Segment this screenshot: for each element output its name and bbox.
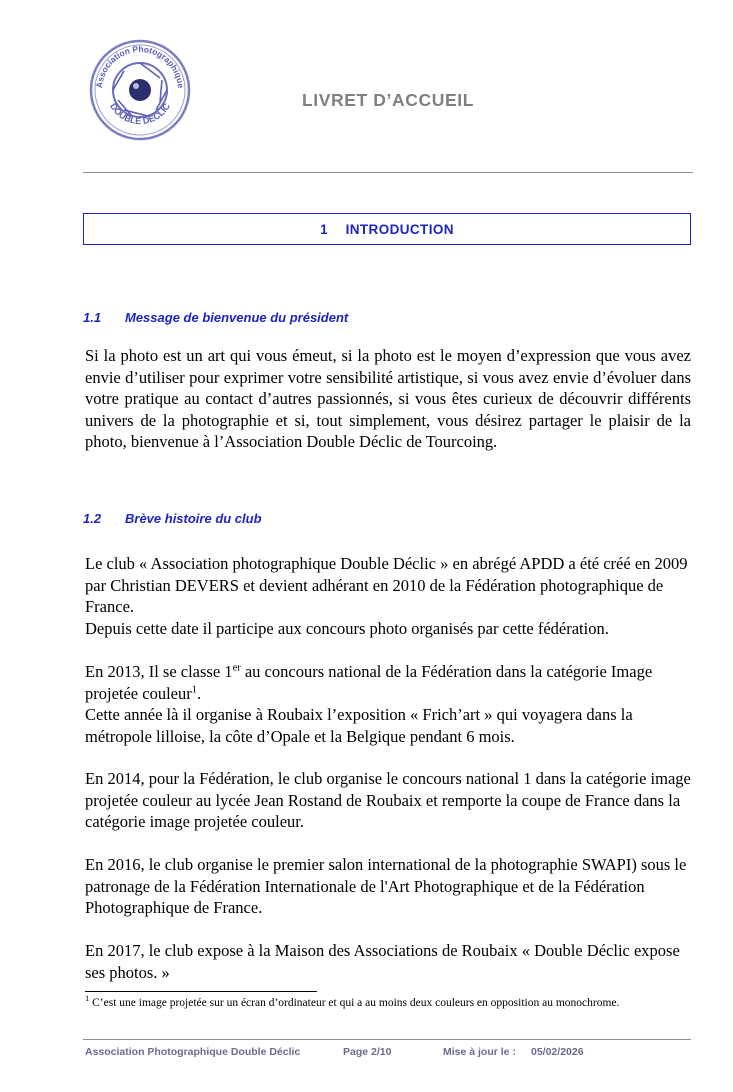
subsection-number: 1.1	[83, 310, 102, 325]
document-header	[83, 0, 693, 140]
footer-page-number: Page 2/10	[343, 1046, 392, 1058]
history-2-part-3: .	[196, 683, 202, 703]
page-title: LIVRET D’ACCUEIL	[302, 90, 474, 110]
paragraph-history-4: En 2016, le club organise le premier salon international de la photographie SWAPI) sous le patronage de la Fédération Internationale de l'Art Photographique et de la Fédération Photographique de France.	[85, 855, 687, 917]
section-title: INTRODUCTION	[345, 221, 454, 237]
subsection-heading-1-2	[83, 511, 262, 526]
history-2-part-1: En 2013, Il se classe 1	[85, 662, 233, 681]
history-1-line-2: Depuis cette date il participe aux concours photo organisés par cette fédération.	[85, 618, 609, 638]
svg-text:DOUBLE DECLIC: DOUBLE DECLIC	[108, 101, 172, 127]
history-1-line-1: Le club « Association photographique Double Déclic » en abrégé APDD a été créé en 2009 par Christian DEVERS et devient adhérant en 2010 de la Fédération photographique de France.	[85, 554, 688, 616]
section-heading-box	[83, 213, 691, 245]
footer-association: Association Photographique Double Déclic	[85, 1046, 301, 1058]
subsection-heading-1-1	[83, 310, 348, 325]
paragraph-history-2	[85, 661, 691, 747]
footnote-reference: 1	[191, 684, 197, 695]
footnote-divider	[85, 991, 317, 992]
footnote-text: C’est une image projetée sur un écran d’ordinateur et qui a au moins deux couleurs en opposition au monochrome.	[89, 997, 620, 1009]
footnote-marker: 1	[85, 993, 90, 1004]
footer-update-label: Mise à jour le :	[443, 1046, 516, 1058]
subsection-number: 1.2	[83, 511, 102, 526]
ordinal-suffix: er	[232, 662, 241, 674]
paragraph-history-5: En 2017, le club expose à la Maison des Associations de Roubaix « Double Déclic expose ses photos. »	[85, 941, 680, 982]
section-number: 1	[320, 221, 328, 237]
page-content	[83, 0, 693, 1092]
paragraph-history-3: En 2014, pour la Fédération, le club organise le concours national 1 dans la catégorie image projetée couleur au lycée Jean Rostand de Roubaix et remporte la coupe de France dans la catégorie image projetée couleur.	[85, 769, 691, 831]
history-2-part-2: au concours national de la Fédération dans la catégorie Image projetée couleur	[85, 662, 653, 703]
header-divider	[83, 172, 693, 173]
subsection-title: Message de bienvenue du président	[125, 310, 349, 325]
footnote	[85, 993, 691, 1011]
paragraph-history-1	[85, 553, 691, 639]
history-2-line-2: Cette année là il organise à Roubaix l’exposition « Frich’art » qui voyagera dans la métropole lilloise, la côte d’Opale et la Belgique pendant 6 mois.	[85, 705, 633, 746]
svg-text:Association Photographique: Association Photographique	[93, 43, 186, 89]
document-footer	[83, 1046, 691, 1066]
paragraph-welcome: Si la photo est un art qui vous émeut, si la photo est le moyen d’expression que vous avez envie d’utiliser pour exprimer votre sensibilité artistique, si vous avez envie d’évoluer dans votre pratique au contact d’autres passionnés, si vous êtes curieux de découvrir différents univers de la photographie et si, tout simplement, vous désirez partager le plaisir de la photo, bienvenue à l’Association Double Déclic de Tourcoing.	[85, 346, 691, 451]
footer-divider	[83, 1039, 691, 1040]
footer-update-date: 05/02/2026	[531, 1046, 584, 1058]
subsection-title: Brève histoire du club	[125, 511, 262, 526]
